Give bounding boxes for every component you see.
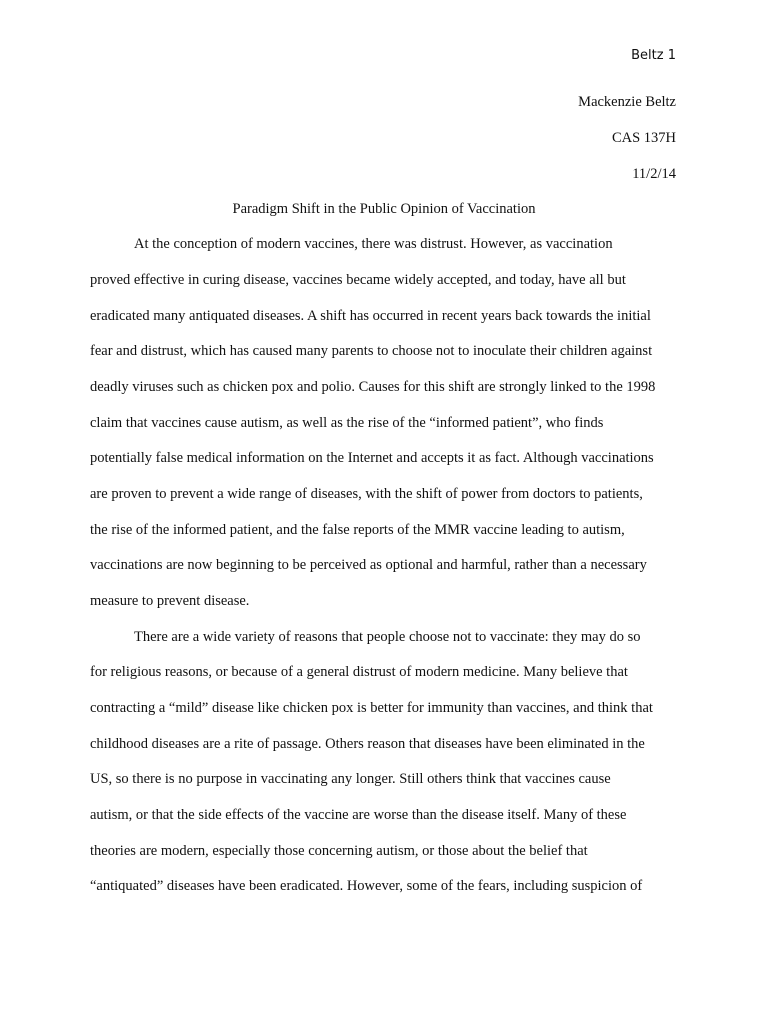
paragraph-1-line-11: measure to prevent disease. (90, 593, 250, 609)
paragraph-2-line-7: theories are modern, especially those concerning autism, or those about the belief that (90, 843, 588, 859)
paragraph-2-line-8: “antiquated” diseases have been eradicated. However, some of the fears, including suspicion of (90, 878, 643, 894)
paragraph-2-line-4: childhood diseases are a rite of passage. Others reason that diseases have been eliminated in the (90, 736, 645, 752)
document-date: 11/2/14 (632, 166, 676, 182)
paragraph-1-line-2: proved effective in curing disease, vaccines became widely accepted, and today, have all but (90, 272, 626, 288)
paragraph-1-line-6: claim that vaccines cause autism, as well as the rise of the “informed patient”, who finds (90, 415, 604, 431)
paragraph-1-line-8: are proven to prevent a wide range of diseases, with the shift of power from doctors to patients, (90, 486, 643, 502)
paragraph-1-line-9: the rise of the informed patient, and the false reports of the MMR vaccine leading to autism, (90, 522, 625, 538)
paragraph-1-line-5: deadly viruses such as chicken pox and polio. Causes for this shift are strongly linked to the 1998 (90, 379, 656, 395)
paragraph-1-line-1: At the conception of modern vaccines, there was distrust. However, as vaccination (134, 236, 613, 252)
paragraph-1-line-4: fear and distrust, which has caused many parents to choose not to inoculate their children against (90, 343, 653, 359)
paragraph-2-line-6: autism, or that the side effects of the vaccine are worse than the disease itself. Many of these (90, 807, 627, 823)
paragraph-2-line-3: contracting a “mild” disease like chicken pox is better for immunity than vaccines, and think that (90, 700, 653, 716)
paragraph-2-line-5: US, so there is no purpose in vaccinating any longer. Still others think that vaccines cause (90, 771, 611, 787)
page-number: Beltz 1 (631, 48, 676, 63)
paragraph-1-line-7: potentially false medical information on the Internet and accepts it as fact. Although vaccinations (90, 450, 654, 466)
course-name: CAS 137H (611, 130, 676, 146)
document-title: Paradigm Shift in the Public Opinion of Vaccination (232, 201, 536, 217)
author-name: Mackenzie Beltz (578, 94, 676, 110)
paragraph-1-line-3: eradicated many antiquated diseases. A shift has occurred in recent years back towards the initial (90, 308, 651, 324)
paragraph-1-line-10: vaccinations are now beginning to be perceived as optional and harmful, rather than a necessary (90, 557, 647, 573)
paragraph-2-line-2: for religious reasons, or because of a general distrust of modern medicine. Many believe that (90, 664, 628, 680)
paragraph-2-line-1: There are a wide variety of reasons that people choose not to vaccinate: they may do so (134, 629, 641, 645)
